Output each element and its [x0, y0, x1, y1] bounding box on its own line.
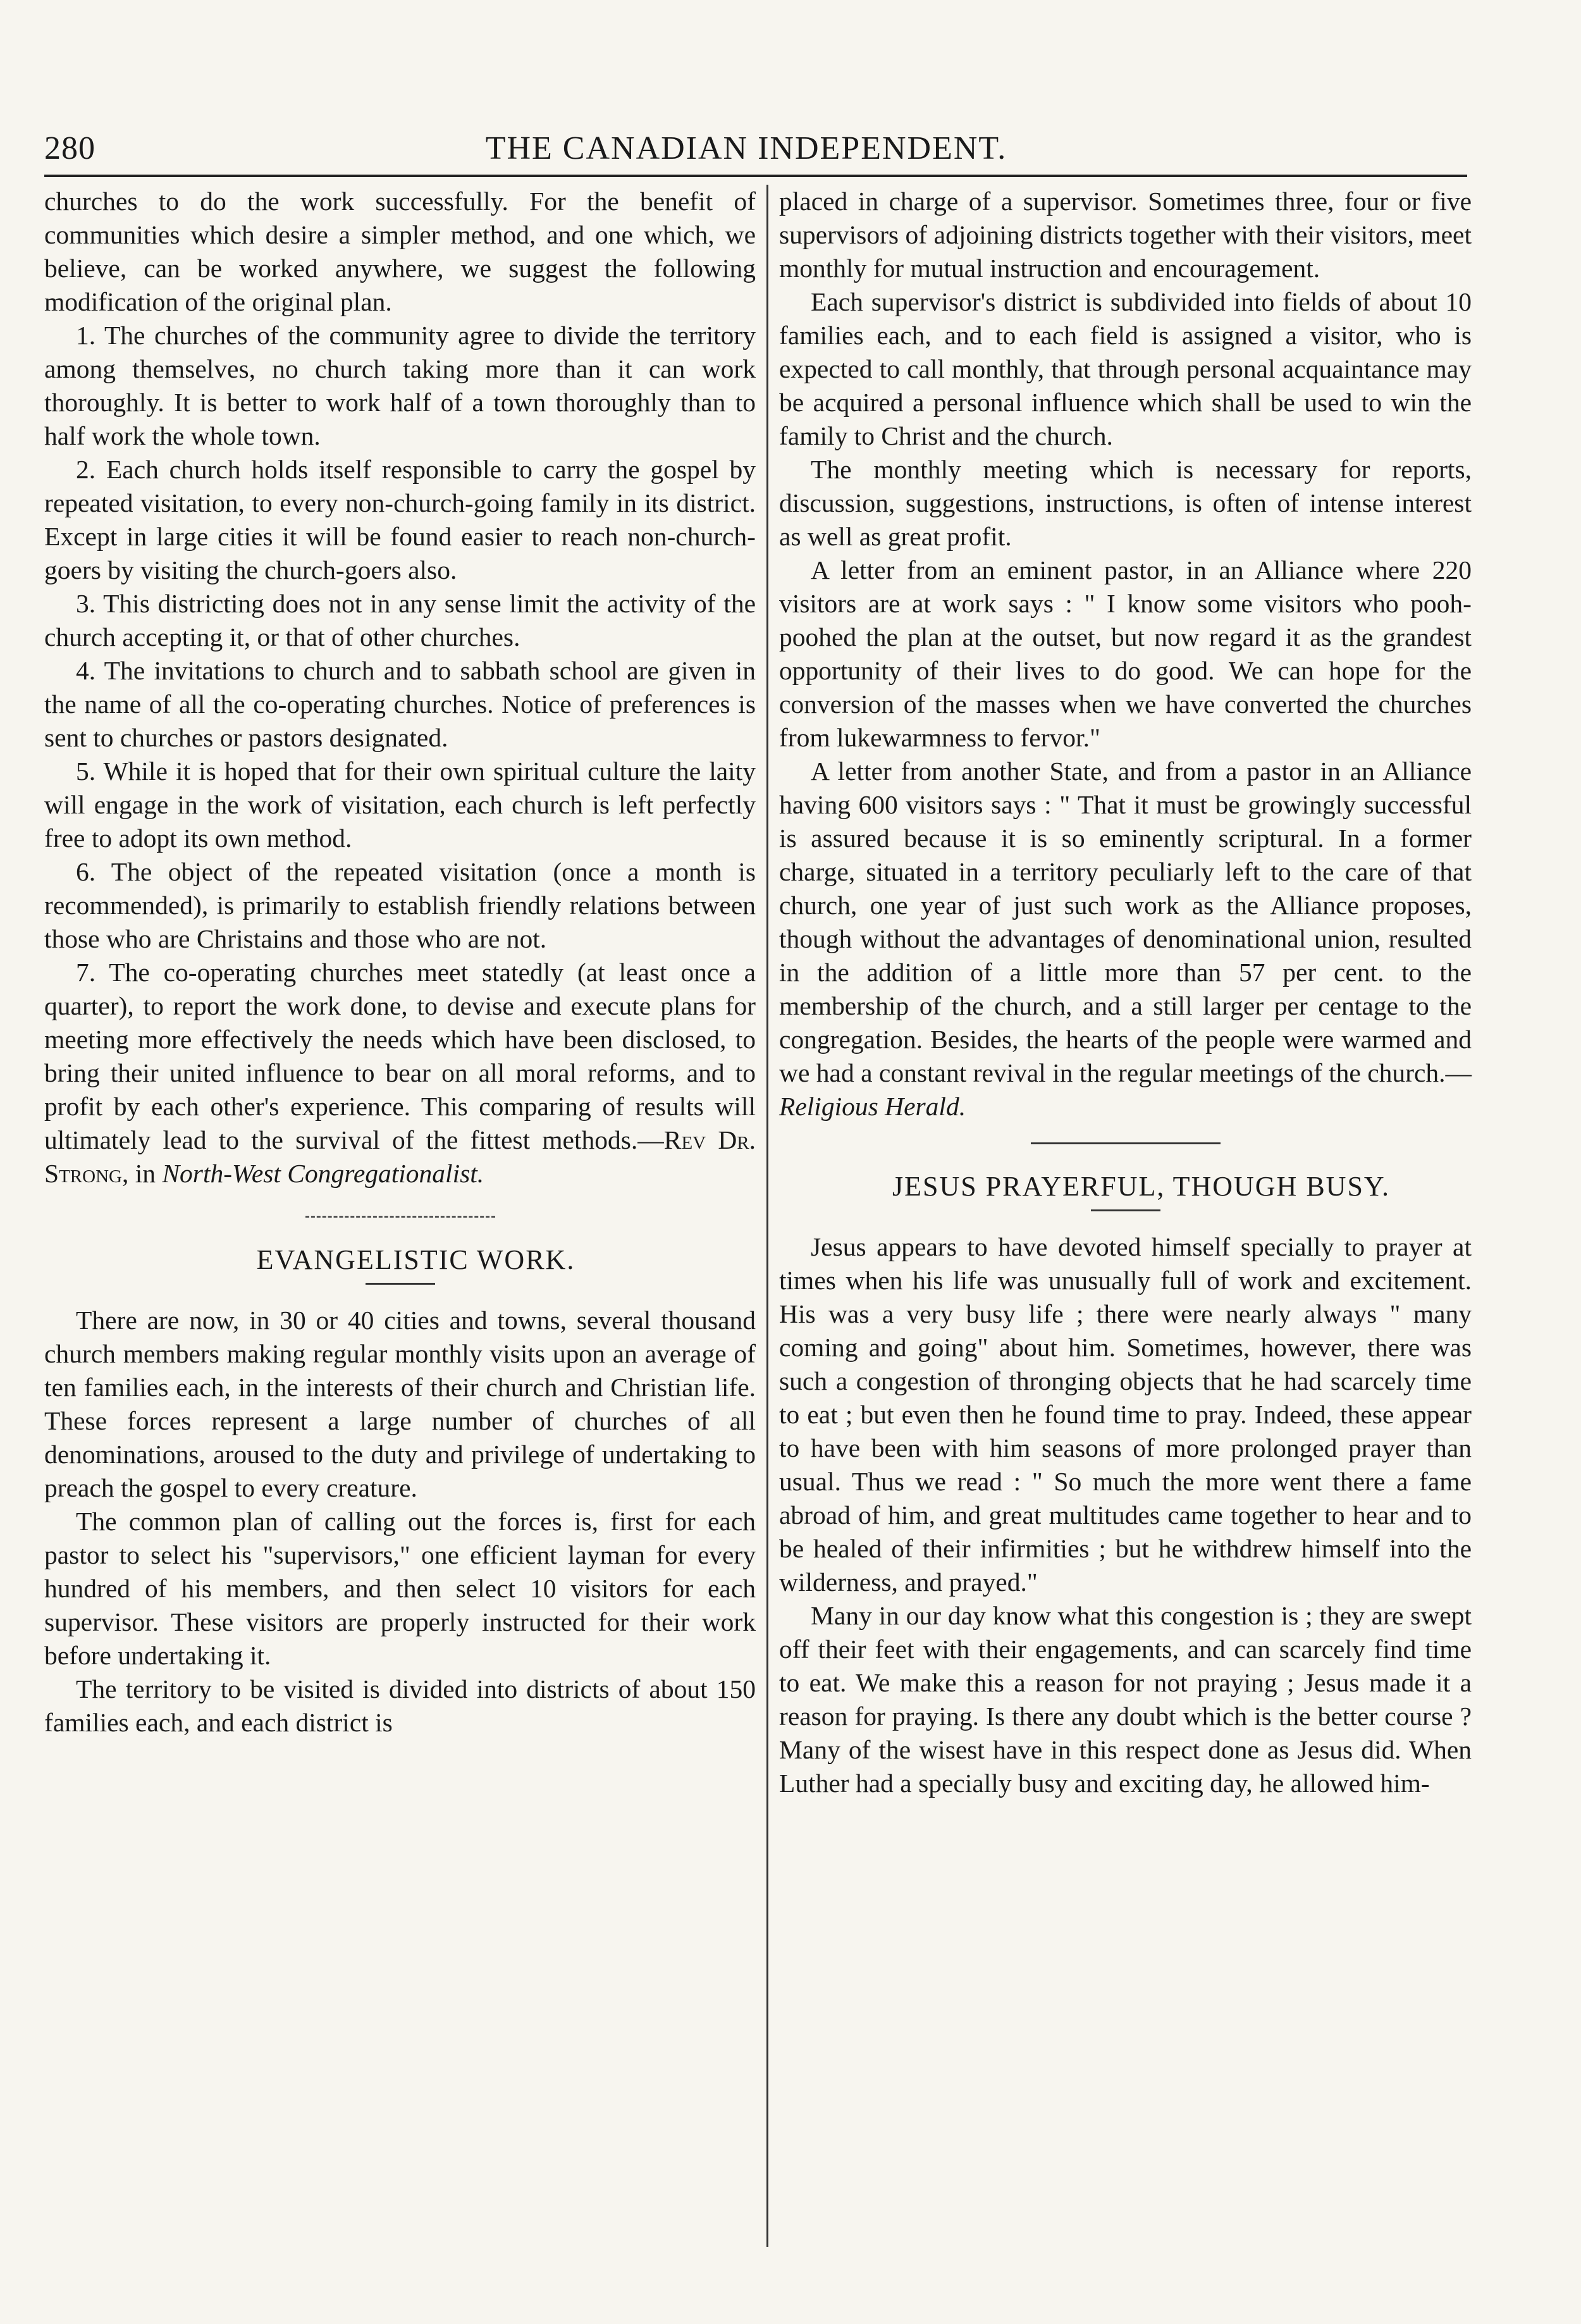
article-paragraph: churches to do the work successfully. For the benefit of communities which desire a simpler method, and one which, we believe, can be worked anywhere, we suggest the following modification of the original plan. — [44, 187, 756, 316]
list-item-text: 7. The co-operating churches meet statedly (at least once a quarter), to report the work done, to devise and execute plans for meeting more effectively the needs which have been disclosed, to bring their united influence to bear on all moral reforms, and to profit by each other's experience. This comparing of results will ultimately lead to the survival of the fittest methods.— — [44, 958, 756, 1154]
heading-rule — [1091, 1209, 1160, 1211]
section-heading: EVANGELISTIC WORK. — [256, 1244, 575, 1275]
article-paragraph: The monthly meeting which is necessary for reports, discussion, suggestions, instructions, is often of intense interest as well as great profit. — [779, 455, 1472, 551]
attribution-author: Rev Dr. Strong, — [44, 1125, 756, 1188]
section-heading: JESUS PRAYERFUL, THOUGH BUSY. — [892, 1171, 1391, 1202]
list-item-with-attribution — [44, 956, 756, 1190]
running-title: THE CANADIAN INDEPENDENT. — [485, 130, 1007, 166]
article-paragraph: Jesus appears to have devoted himself specially to prayer at times when his life was unusually full of work and excitement. His was a very busy life ; there were nearly always " many coming and going" about him. Sometimes, however, there was such a congestion of thronging objects that he had scarcely time to eat ; but even then he found time to pray. Indeed, these appear to have been with him seasons of more prolonged prayer than usual. Thus we read : " So much the more went there a fame abroad of him, and great multitudes came together to hear and to be healed of their infirmities ; but he withdrew himself into the wilderness, and prayed." — [779, 1232, 1472, 1597]
article-paragraph: A letter from an eminent pastor, in an Alliance where 220 visitors are at work says : " I know some visitors who pooh-poohed the plan at the outset, but now regard it as the grandest opportunity of their lives to do good. We can hope for the conversion of the masses when we have converted the churches from lukewarmness to fervor." — [779, 555, 1472, 752]
attribution-source: North-West Congregationalist. — [162, 1159, 484, 1188]
list-item: 3. This districting does not in any sense limit the activity of the church accepting it, or that of other churches. — [44, 589, 756, 652]
list-item: 4. The invitations to church and to sabbath school are given in the name of all the co-operating churches. Notice of preferences is sent to churches or pastors designated. — [44, 656, 756, 752]
article-paragraph-with-source — [779, 755, 1472, 1123]
section-separator — [1031, 1142, 1221, 1144]
article-paragraph: Each supervisor's district is subdivided into fields of about 10 families each, and to each field is assigned a visitor, who is expected to call monthly, that through personal acquaintance may be acquired a personal influence which shall be used to win the family to Christ and the church. — [779, 287, 1472, 450]
right-column — [779, 185, 1472, 1800]
section-separator — [305, 1216, 495, 1218]
list-item: 2. Each church holds itself responsible to carry the gospel by repeated visitation, to every non-church-going family in its district. Except in large cities it will be found easier to reach non-church-goers by visiting the church-goers also. — [44, 455, 756, 584]
article-paragraph: The common plan of calling out the forces is, first for each pastor to select his "supervisors," one efficient layman for every hundred of his members, and then select 10 visitors for each supervisor. These visitors are properly instructed for their work before undertaking it. — [44, 1507, 756, 1670]
page-number: 280 — [44, 130, 95, 166]
left-column — [44, 185, 756, 1740]
list-item: 5. While it is hoped that for their own spiritual culture the laity will engage in the work of visitation, each church is left perfectly free to adopt its own method. — [44, 757, 756, 853]
article-paragraph: placed in charge of a supervisor. Sometimes three, four or five supervisors of adjoining districts together with their visitors, meet monthly for mutual instruction and encouragement. — [779, 187, 1472, 283]
attribution-connector: in — [128, 1159, 163, 1188]
article-paragraph: Many in our day know what this congestion is ; they are swept off their feet with their engagements, and can scarcely find time to eat. We make this a reason for not praying ; Jesus made it a reason for praying. Is there any doubt which is the better course ? Many of the wisest have in this respect done as Jesus did. When Luther had a specially busy and exciting day, he allowed him- — [779, 1601, 1472, 1798]
list-item: 6. The object of the repeated visitation (once a month is recommended), is primarily to establish friendly relations between those who are Christains and those who are not. — [44, 857, 756, 953]
page-header — [25, 130, 1467, 174]
heading-rule — [366, 1283, 435, 1285]
list-item: 1. The churches of the community agree to divide the territory among themselves, no church taking more than it can work thoroughly. It is better to work half of a town thoroughly than to half work the whole town. — [44, 321, 756, 450]
column-divider — [766, 185, 768, 2247]
header-rule — [44, 175, 1467, 177]
paragraph-text: A letter from another State, and from a pastor in an Alliance having 600 visitors says : " That it must be growingly successful is assured because it is so eminently scriptural. In a former charge, situated in a territory peculiarly left to the care of that church, one year of just such work as the Alliance proposes, though without the advantages of denominational union, resulted in the addition of a little more than 57 per cent. to the membership of the church, and a still larger per centage to the congregation. Besides, the hearts of the people were warmed and we had a constant revival in the regular meetings of the church.— — [779, 757, 1472, 1087]
source-citation: Religious Herald. — [779, 1092, 966, 1121]
article-paragraph: There are now, in 30 or 40 cities and towns, several thousand church members making regular monthly visits upon an average of ten families each, in the interests of their church and Christian life. These forces represent a large number of churches of all denominations, aroused to the duty and privilege of undertaking to preach the gospel to every creature. — [44, 1306, 756, 1502]
article-paragraph: The territory to be visited is divided into districts of about 150 families each, and each district is — [44, 1674, 756, 1737]
